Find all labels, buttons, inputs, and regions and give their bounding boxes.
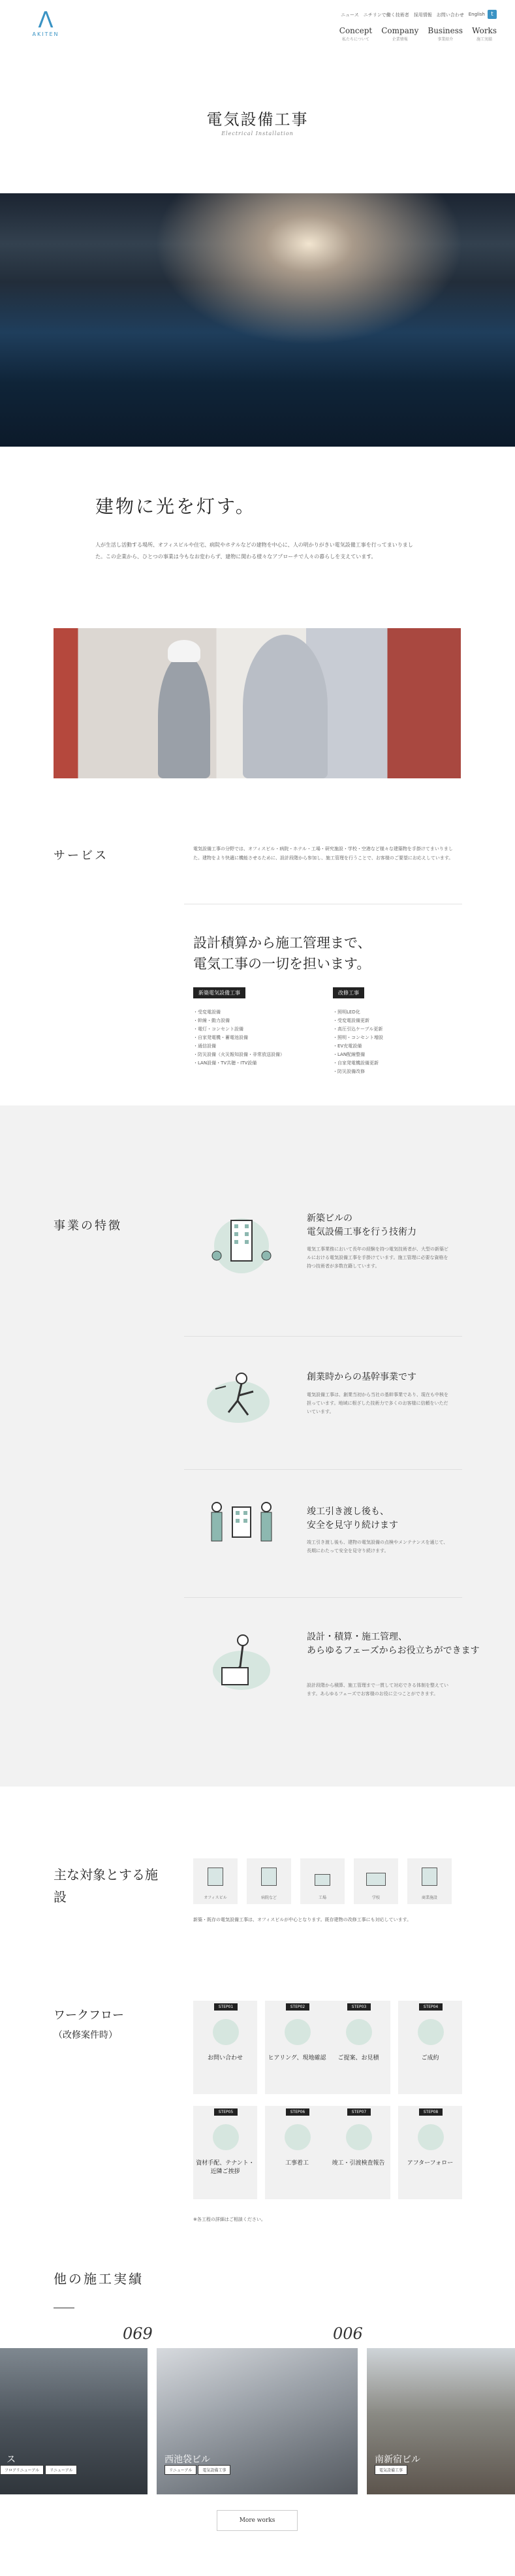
step-badge: STEP02 [286,2003,309,2011]
workflow-step [326,2001,390,2094]
work-tag: 電気設備工事 [198,2465,230,2475]
proposal-icon [346,2019,372,2045]
utility-link-recruit[interactable]: 採用情報 [413,12,432,18]
workflow-step [398,2106,462,2199]
target-card-office [193,1858,238,1904]
target-label: 工場 [318,1896,326,1900]
work-tags [375,2465,407,2475]
worker-figure [243,635,328,778]
service-heading-line: 電気工事の一切を担います。 [193,956,371,972]
feature-illustration-worker [202,1363,281,1428]
aftercare-icon [418,2124,444,2150]
targets-label-line: 設 [54,1889,67,1905]
staff-photo [54,628,461,778]
nav-item-concept[interactable] [339,26,372,42]
feature-title-line: 新築ビルの [307,1213,352,1224]
workflow-label [54,2006,124,2045]
workflow-step [193,2106,257,2199]
list-item: ・防災設備改修 [333,1069,365,1074]
step-title: 竣工・引渡検査報告 [332,2160,385,2167]
feature-desc: 電気工事業務において長年の経験を持つ電気技術者が、大型の新築ビルにおける電気設備工事を手掛けています。施工管理に必要な資格を持つ技術者が多数在籍しています。 [307,1247,448,1269]
list-item: ・照明・コンセント増設 [333,1035,383,1040]
nav-sublabel: 私たちについて [342,37,369,42]
step-title: お問い合わせ [207,2055,243,2061]
step-title: 工事着工 [285,2160,309,2167]
step-title: ご成約 [421,2055,439,2061]
materials-icon [213,2124,239,2150]
list-item: ・EV充電設備 [333,1043,362,1049]
feature-title-line: 創業時からの基幹事業です [307,1372,416,1382]
list-item: ・受変電設備更新 [333,1018,369,1023]
feature-title-line: 安全を見守り続けます [307,1520,398,1531]
site-logo[interactable] [26,9,65,37]
work-name: 西池袋ビル [164,2455,210,2465]
feature-title [307,1212,416,1239]
feature-title [307,1505,398,1533]
work-card[interactable] [157,2348,358,2494]
targets-label-line: 主な対象とする施 [54,1867,158,1883]
hospital-icon [261,1868,277,1886]
feature-title-line: あらゆるフェーズからお役立ちができます [307,1646,480,1656]
list-tag-renovation: 改修工事 [333,987,364,998]
work-number: 069 [123,2325,153,2343]
list-item: ・自家発電機設備更新 [333,1060,379,1066]
step-title: ご提案、お見積 [337,2055,379,2061]
nav-item-business[interactable] [428,26,463,42]
target-label: オフィスビル [204,1896,227,1900]
list-item: ・通信設備 [193,1043,216,1049]
workflow-step [265,2001,329,2094]
twitter-icon[interactable]: t [488,10,497,19]
list-item: ・電灯・コンセント設備 [193,1026,243,1032]
feature-desc: 設計段階から積算、施工管理まで一貫して対応できる体制を整えています。あらゆるフェーズでお客様のお役に立つことができます。 [307,1683,448,1696]
nav-label: Works [472,26,497,35]
utility-nav [341,12,485,18]
divider [184,1469,462,1470]
step-badge: STEP01 [214,2003,238,2011]
work-card[interactable] [367,2348,515,2494]
service-label: サービス [54,849,108,863]
service-text: 電気設備工事の分野では、オフィスビル・病院・ホテル・工場・研究施設・学校・空港など様々な建築物を手掛けてまいりました。建物をより快適に機能させるために、設計段階から参加し、施工管理を行うことで、お客様のご要望にお応えしています。 [193,846,454,861]
hero-image [0,193,515,447]
list-item: ・高圧引込ケーブル更新 [333,1026,383,1032]
nav-item-works[interactable] [472,26,497,42]
step-badge: STEP04 [419,2003,443,2011]
nav-sublabel: 事業紹介 [437,37,454,42]
work-name: ス [7,2455,16,2465]
nav-label: Company [381,26,419,35]
workflow-step [398,2001,462,2094]
step-badge: STEP07 [347,2108,371,2116]
target-label: 学校 [371,1896,380,1900]
school-icon [366,1873,386,1886]
target-card-factory [300,1858,345,1904]
nav-sublabel: 企業情報 [392,37,408,42]
work-tags [0,2465,77,2475]
feature-illustration-design [202,1630,281,1695]
phone-icon [213,2019,239,2045]
workflow-step [265,2106,329,2199]
list-item: ・自家発電機・蓄電池設備 [193,1035,248,1040]
construction-icon [285,2124,311,2150]
work-card[interactable] [0,2348,148,2494]
target-card-hospital [247,1858,291,1904]
list-item: ・受変電設備 [193,1010,221,1015]
step-badge: STEP05 [214,2108,238,2116]
feature-desc: 電気設備工事は、創業当初から当社の基幹事業であり、現在も中核を担っています。地域に根ざした技術力で多くのお客様に信頼をいただいています。 [307,1392,448,1414]
inspection-icon [346,2124,372,2150]
work-tag: 電気設備工事 [375,2465,407,2475]
feature-title-line: 竣工引き渡し後も、 [307,1506,389,1517]
list-item: ・照明LED化 [333,1010,360,1015]
list-tag-new: 新築電気設備工事 [193,987,245,998]
features-label: 事業の特徴 [54,1219,122,1233]
targets-label [54,1864,184,1908]
targets-note: 新築・既存の電気設備工事は、オフィスビルが中心となります。既存建物の改修工事にも対応しています。 [193,1917,412,1922]
step-title: ヒアリング、現地確認 [268,2055,326,2061]
workflow-step [326,2106,390,2199]
step-badge: STEP08 [419,2108,443,2116]
workflow-label-line: （改修案件時） [54,2030,117,2041]
list-new [193,1008,324,1068]
nav-item-company[interactable] [381,26,418,42]
list-item: ・防災設備（火災報知設備・非常放送設備） [193,1052,285,1057]
list-item: ・幹線・動力設備 [193,1018,230,1023]
page-title: 電気設備工事 [206,110,309,129]
target-card-commercial [407,1858,452,1904]
work-name: 南新宿ビル [375,2455,420,2465]
divider [184,1597,462,1598]
feature-illustration-inspection [202,1498,281,1563]
work-tags [164,2465,230,2475]
list-item: ・LAN設備・TV共聴・ITV設備 [193,1060,257,1066]
divider [184,1336,462,1337]
helmet-shape [168,640,200,662]
utility-link-news[interactable]: ニュース [341,12,359,18]
workflow-step [193,2001,257,2094]
page-subtitle: Electrical Installation [221,131,294,136]
list-renovation [333,1008,457,1076]
workflow-label-line: ワークフロー [54,2009,124,2022]
nav-label: Business [428,26,463,35]
nav-sublabel: 施工実績 [476,37,493,42]
utility-link-contact[interactable]: お問い合わせ [436,12,464,18]
office-building-icon [208,1868,223,1886]
target-card-school [354,1858,398,1904]
intro-heading: 建物に光を灯す。 [95,496,256,517]
nav-label: Concept [339,26,373,35]
workflow-note: ※各工程の詳細はご相談ください。 [193,2217,266,2222]
step-badge: STEP06 [286,2108,309,2116]
target-label: 病院など [260,1896,277,1900]
work-tag: フロアリニューアル [0,2465,44,2475]
hearing-icon [285,2019,311,2045]
work-number: 006 [333,2325,363,2343]
more-works-button[interactable]: More works [217,2510,298,2531]
global-nav [339,26,497,42]
feature-title-line: 設計・積算・施工管理、 [307,1632,407,1642]
worker-figure [158,654,210,778]
feature-title [307,1371,416,1384]
utility-link-engineers[interactable]: ニチリンで働く技術者 [363,12,409,18]
intro-text: 人が生活し活動する場所、オフィスビルや住宅、病院やホテルなどの建物を中心に、人の明かりがきい電気設備工事を行ってまいりました。この企業から、ひとつの事業は今もなお変わらず、建物に関わる様々なアプローチで人々の暮らしを支えています。 [95,542,413,560]
handshake-icon [418,2019,444,2045]
step-title: アフターフォロー [407,2160,454,2167]
step-badge: STEP03 [347,2003,371,2011]
logo-text: AKITEN [32,31,59,37]
service-heading [193,932,415,974]
logo-mark-icon: Λ [38,7,54,33]
target-label: 商業施設 [421,1896,437,1900]
list-item: ・LAN配線整備 [333,1052,366,1057]
feature-illustration-building [202,1210,281,1275]
service-heading-line: 設計積算から施工管理まで、 [193,935,371,951]
work-tag: リニューアル [45,2465,77,2475]
feature-title [307,1630,480,1658]
utility-link-english[interactable]: English [468,12,485,17]
work-tag: リニューアル [164,2465,196,2475]
commercial-building-icon [422,1868,437,1886]
other-works-label: 他の施工実績 [54,2271,144,2287]
feature-desc: 竣工引き渡し後も、建物の電気設備の点検やメンテナンスを通じて、長期にわたって安全を見守り続けます。 [307,1540,448,1553]
feature-title-line: 電気設備工事を行う技術力 [307,1227,416,1237]
factory-icon [315,1874,330,1886]
step-title: 資材手配、テナント・近隣ご挨拶 [196,2160,255,2175]
